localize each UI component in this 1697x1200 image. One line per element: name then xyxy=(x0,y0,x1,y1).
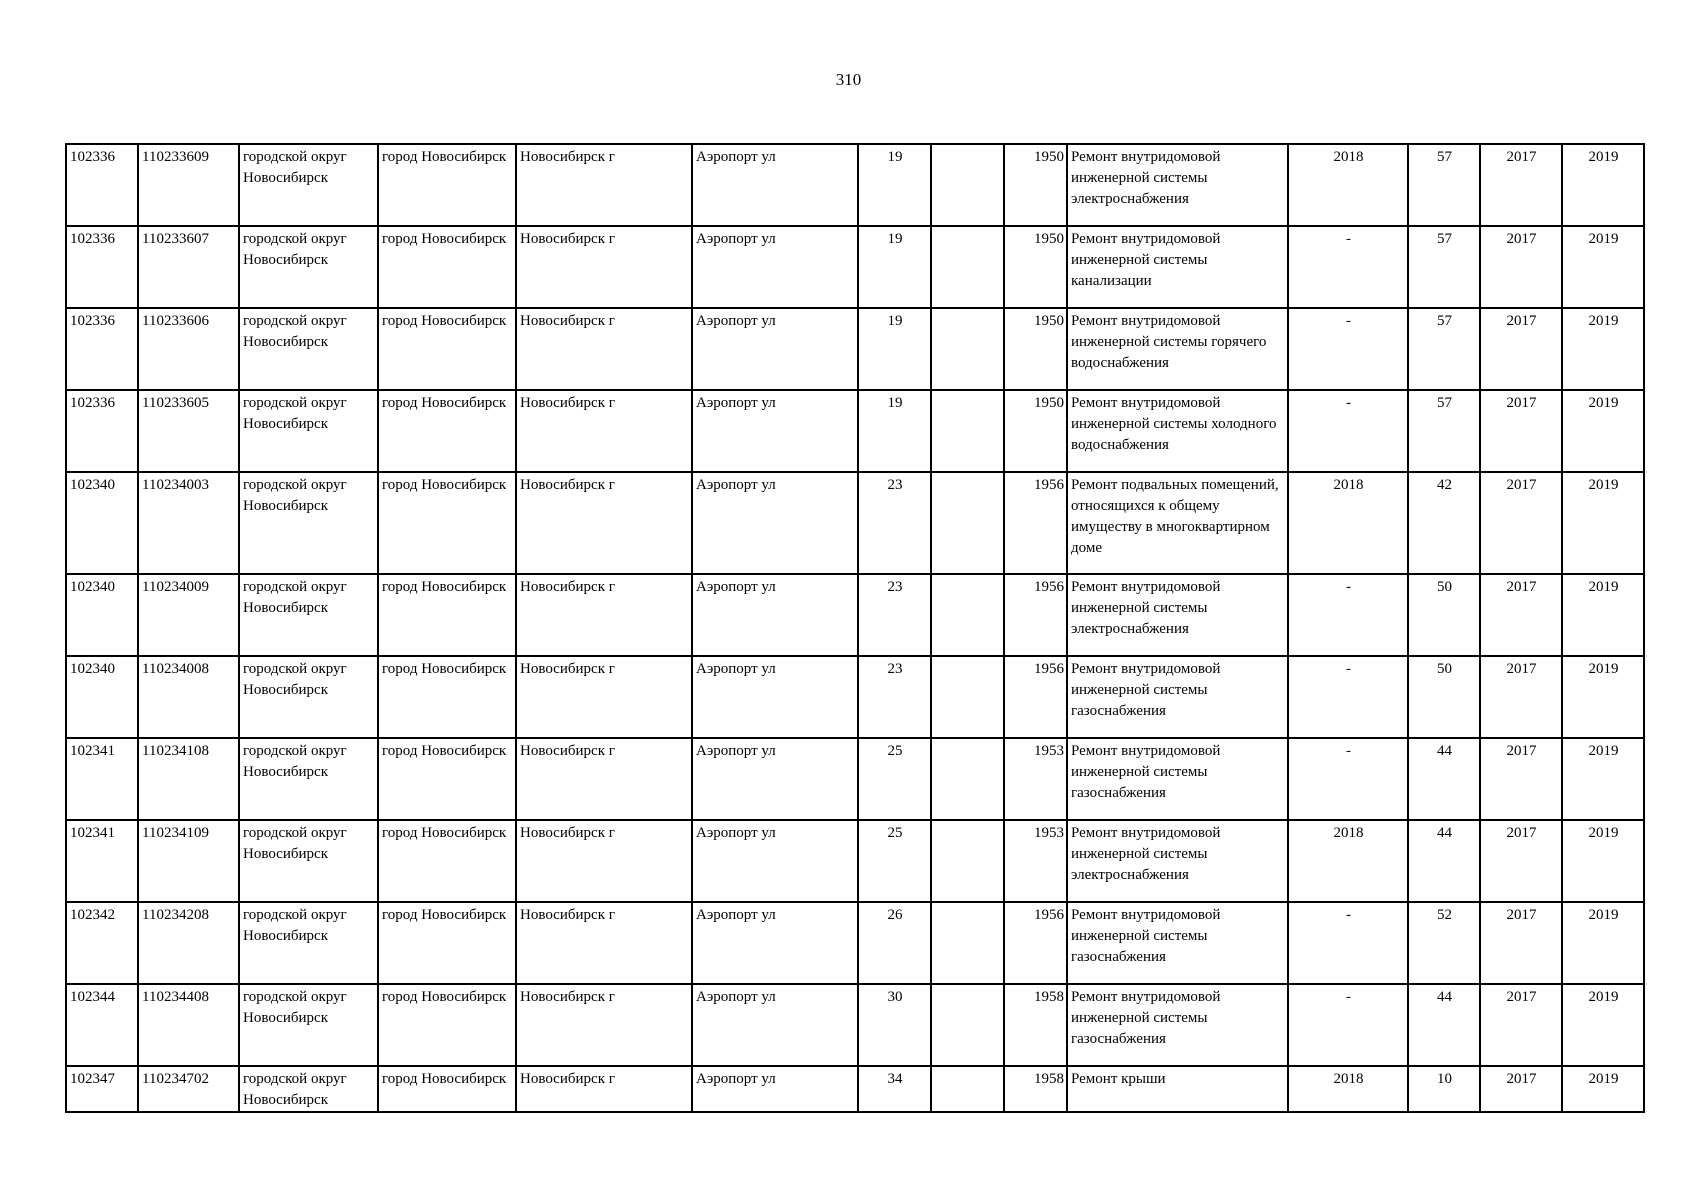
cell-municipality: город Новосибирск xyxy=(378,820,516,902)
cell-house-number: 19 xyxy=(858,226,931,308)
cell-street: Аэропорт ул xyxy=(692,308,858,390)
cell-street: Аэропорт ул xyxy=(692,738,858,820)
cell-period-start: 2017 xyxy=(1480,574,1562,656)
cell-wear-percent: 57 xyxy=(1408,226,1480,308)
cell-house-number: 19 xyxy=(858,144,931,226)
cell-period-start: 2017 xyxy=(1480,820,1562,902)
cell-district: городской округ Новосибирск xyxy=(239,656,378,738)
cell-build-year: 1950 xyxy=(1004,390,1067,472)
cell-building xyxy=(931,226,1004,308)
cell-build-year: 1958 xyxy=(1004,1066,1067,1112)
cell-house-id: 102336 xyxy=(66,308,138,390)
cell-work-code: 110234408 xyxy=(138,984,239,1066)
cell-work-type: Ремонт внутридомовой инженерной системы газоснабжения xyxy=(1067,902,1288,984)
table-row xyxy=(66,738,1644,820)
cell-repair-year: 2018 xyxy=(1288,820,1408,902)
cell-build-year: 1956 xyxy=(1004,472,1067,574)
cell-house-number: 23 xyxy=(858,574,931,656)
cell-wear-percent: 44 xyxy=(1408,984,1480,1066)
cell-municipality: город Новосибирск xyxy=(378,308,516,390)
cell-work-type: Ремонт внутридомовой инженерной системы канализации xyxy=(1067,226,1288,308)
cell-period-end: 2019 xyxy=(1562,902,1644,984)
cell-street: Аэропорт ул xyxy=(692,1066,858,1112)
cell-building xyxy=(931,656,1004,738)
table-row xyxy=(66,308,1644,390)
cell-period-end: 2019 xyxy=(1562,472,1644,574)
cell-house-number: 25 xyxy=(858,738,931,820)
cell-wear-percent: 50 xyxy=(1408,656,1480,738)
cell-house-number: 19 xyxy=(858,390,931,472)
cell-wear-percent: 57 xyxy=(1408,308,1480,390)
cell-municipality: город Новосибирск xyxy=(378,144,516,226)
cell-locality: Новосибирск г xyxy=(516,472,692,574)
cell-house-id: 102336 xyxy=(66,390,138,472)
cell-period-start: 2017 xyxy=(1480,738,1562,820)
cell-district: городской округ Новосибирск xyxy=(239,390,378,472)
cell-building xyxy=(931,820,1004,902)
cell-period-end: 2019 xyxy=(1562,226,1644,308)
cell-house-id: 102340 xyxy=(66,574,138,656)
cell-district: городской округ Новосибирск xyxy=(239,902,378,984)
cell-house-id: 102340 xyxy=(66,656,138,738)
cell-street: Аэропорт ул xyxy=(692,226,858,308)
cell-building xyxy=(931,738,1004,820)
cell-municipality: город Новосибирск xyxy=(378,902,516,984)
cell-street: Аэропорт ул xyxy=(692,984,858,1066)
cell-work-type: Ремонт внутридомовой инженерной системы горячего водоснабжения xyxy=(1067,308,1288,390)
cell-work-type: Ремонт внутридомовой инженерной системы электроснабжения xyxy=(1067,820,1288,902)
cell-building xyxy=(931,472,1004,574)
cell-house-id: 102347 xyxy=(66,1066,138,1112)
cell-work-code: 110234108 xyxy=(138,738,239,820)
cell-work-code: 110234208 xyxy=(138,902,239,984)
cell-district: городской округ Новосибирск xyxy=(239,144,378,226)
cell-repair-year: - xyxy=(1288,656,1408,738)
cell-house-number: 26 xyxy=(858,902,931,984)
cell-district: городской округ Новосибирск xyxy=(239,1066,378,1112)
cell-build-year: 1950 xyxy=(1004,308,1067,390)
cell-period-start: 2017 xyxy=(1480,1066,1562,1112)
table-row xyxy=(66,902,1644,984)
table-body xyxy=(66,144,1644,1112)
cell-wear-percent: 42 xyxy=(1408,472,1480,574)
cell-work-type: Ремонт внутридомовой инженерной системы электроснабжения xyxy=(1067,144,1288,226)
cell-period-end: 2019 xyxy=(1562,738,1644,820)
cell-locality: Новосибирск г xyxy=(516,144,692,226)
cell-build-year: 1953 xyxy=(1004,820,1067,902)
cell-house-number: 23 xyxy=(858,656,931,738)
cell-locality: Новосибирск г xyxy=(516,984,692,1066)
cell-street: Аэропорт ул xyxy=(692,574,858,656)
cell-build-year: 1956 xyxy=(1004,574,1067,656)
cell-work-type: Ремонт крыши xyxy=(1067,1066,1288,1112)
cell-district: городской округ Новосибирск xyxy=(239,820,378,902)
cell-work-code: 110234008 xyxy=(138,656,239,738)
cell-district: городской округ Новосибирск xyxy=(239,308,378,390)
cell-repair-year: 2018 xyxy=(1288,144,1408,226)
cell-work-code: 110234702 xyxy=(138,1066,239,1112)
cell-repair-year: - xyxy=(1288,984,1408,1066)
cell-work-code: 110234003 xyxy=(138,472,239,574)
cell-house-number: 30 xyxy=(858,984,931,1066)
cell-building xyxy=(931,902,1004,984)
cell-municipality: город Новосибирск xyxy=(378,390,516,472)
cell-work-type: Ремонт внутридомовой инженерной системы газоснабжения xyxy=(1067,656,1288,738)
cell-house-id: 102344 xyxy=(66,984,138,1066)
cell-building xyxy=(931,1066,1004,1112)
cell-repair-year: - xyxy=(1288,308,1408,390)
table-row xyxy=(66,472,1644,574)
cell-wear-percent: 10 xyxy=(1408,1066,1480,1112)
cell-period-end: 2019 xyxy=(1562,1066,1644,1112)
cell-work-code: 110234109 xyxy=(138,820,239,902)
cell-work-code: 110233606 xyxy=(138,308,239,390)
cell-building xyxy=(931,574,1004,656)
cell-work-type: Ремонт внутридомовой инженерной системы газоснабжения xyxy=(1067,738,1288,820)
cell-municipality: город Новосибирск xyxy=(378,984,516,1066)
cell-build-year: 1950 xyxy=(1004,144,1067,226)
cell-building xyxy=(931,984,1004,1066)
cell-repair-year: - xyxy=(1288,738,1408,820)
cell-period-end: 2019 xyxy=(1562,984,1644,1066)
cell-locality: Новосибирск г xyxy=(516,738,692,820)
cell-wear-percent: 44 xyxy=(1408,820,1480,902)
cell-period-end: 2019 xyxy=(1562,390,1644,472)
cell-period-end: 2019 xyxy=(1562,574,1644,656)
page-number: 310 xyxy=(835,70,862,89)
cell-work-code: 110234009 xyxy=(138,574,239,656)
cell-locality: Новосибирск г xyxy=(516,820,692,902)
table-row xyxy=(66,574,1644,656)
cell-period-end: 2019 xyxy=(1562,820,1644,902)
cell-period-start: 2017 xyxy=(1480,144,1562,226)
cell-work-type: Ремонт внутридомовой инженерной системы газоснабжения xyxy=(1067,984,1288,1066)
cell-wear-percent: 57 xyxy=(1408,144,1480,226)
cell-district: городской округ Новосибирск xyxy=(239,226,378,308)
cell-period-end: 2019 xyxy=(1562,656,1644,738)
cell-repair-year: - xyxy=(1288,902,1408,984)
cell-building xyxy=(931,308,1004,390)
cell-house-id: 102340 xyxy=(66,472,138,574)
cell-work-type: Ремонт внутридомовой инженерной системы холодного водоснабжения xyxy=(1067,390,1288,472)
cell-repair-year: - xyxy=(1288,390,1408,472)
cell-district: городской округ Новосибирск xyxy=(239,574,378,656)
cell-house-id: 102336 xyxy=(66,226,138,308)
cell-period-start: 2017 xyxy=(1480,308,1562,390)
cell-repair-year: 2018 xyxy=(1288,1066,1408,1112)
cell-locality: Новосибирск г xyxy=(516,574,692,656)
cell-municipality: город Новосибирск xyxy=(378,1066,516,1112)
cell-period-start: 2017 xyxy=(1480,390,1562,472)
cell-house-id: 102341 xyxy=(66,820,138,902)
cell-wear-percent: 52 xyxy=(1408,902,1480,984)
cell-house-id: 102341 xyxy=(66,738,138,820)
cell-house-number: 25 xyxy=(858,820,931,902)
table-row xyxy=(66,656,1644,738)
cell-period-end: 2019 xyxy=(1562,144,1644,226)
cell-house-number: 19 xyxy=(858,308,931,390)
cell-work-code: 110233609 xyxy=(138,144,239,226)
cell-build-year: 1958 xyxy=(1004,984,1067,1066)
cell-locality: Новосибирск г xyxy=(516,1066,692,1112)
cell-house-number: 34 xyxy=(858,1066,931,1112)
cell-work-code: 110233605 xyxy=(138,390,239,472)
cell-municipality: город Новосибирск xyxy=(378,656,516,738)
cell-period-start: 2017 xyxy=(1480,226,1562,308)
cell-street: Аэропорт ул xyxy=(692,472,858,574)
cell-building xyxy=(931,144,1004,226)
cell-house-id: 102336 xyxy=(66,144,138,226)
cell-street: Аэропорт ул xyxy=(692,656,858,738)
cell-municipality: город Новосибирск xyxy=(378,226,516,308)
cell-house-number: 23 xyxy=(858,472,931,574)
cell-build-year: 1956 xyxy=(1004,902,1067,984)
cell-locality: Новосибирск г xyxy=(516,656,692,738)
cell-work-code: 110233607 xyxy=(138,226,239,308)
cell-municipality: город Новосибирск xyxy=(378,472,516,574)
cell-street: Аэропорт ул xyxy=(692,902,858,984)
cell-work-type: Ремонт внутридомовой инженерной системы электроснабжения xyxy=(1067,574,1288,656)
cell-period-start: 2017 xyxy=(1480,472,1562,574)
table-row xyxy=(66,226,1644,308)
table-row xyxy=(66,1066,1644,1112)
cell-street: Аэропорт ул xyxy=(692,390,858,472)
cell-work-type: Ремонт подвальных помещений, относящихся к общему имуществу в многоквартирном доме xyxy=(1067,472,1288,574)
cell-district: городской округ Новосибирск xyxy=(239,472,378,574)
cell-build-year: 1950 xyxy=(1004,226,1067,308)
table-row xyxy=(66,390,1644,472)
capital-repair-table xyxy=(65,143,1645,1113)
cell-locality: Новосибирск г xyxy=(516,226,692,308)
table-row xyxy=(66,984,1644,1066)
cell-building xyxy=(931,390,1004,472)
cell-period-end: 2019 xyxy=(1562,308,1644,390)
cell-wear-percent: 44 xyxy=(1408,738,1480,820)
cell-period-start: 2017 xyxy=(1480,656,1562,738)
table-row xyxy=(66,144,1644,226)
cell-locality: Новосибирск г xyxy=(516,390,692,472)
cell-period-start: 2017 xyxy=(1480,984,1562,1066)
cell-municipality: город Новосибирск xyxy=(378,574,516,656)
cell-district: городской округ Новосибирск xyxy=(239,738,378,820)
cell-repair-year: - xyxy=(1288,574,1408,656)
table-row xyxy=(66,820,1644,902)
cell-street: Аэропорт ул xyxy=(692,144,858,226)
cell-build-year: 1953 xyxy=(1004,738,1067,820)
cell-locality: Новосибирск г xyxy=(516,308,692,390)
cell-street: Аэропорт ул xyxy=(692,820,858,902)
cell-period-start: 2017 xyxy=(1480,902,1562,984)
cell-house-id: 102342 xyxy=(66,902,138,984)
cell-locality: Новосибирск г xyxy=(516,902,692,984)
cell-district: городской округ Новосибирск xyxy=(239,984,378,1066)
cell-wear-percent: 50 xyxy=(1408,574,1480,656)
cell-build-year: 1956 xyxy=(1004,656,1067,738)
cell-municipality: город Новосибирск xyxy=(378,738,516,820)
cell-repair-year: 2018 xyxy=(1288,472,1408,574)
cell-repair-year: - xyxy=(1288,226,1408,308)
cell-wear-percent: 57 xyxy=(1408,390,1480,472)
